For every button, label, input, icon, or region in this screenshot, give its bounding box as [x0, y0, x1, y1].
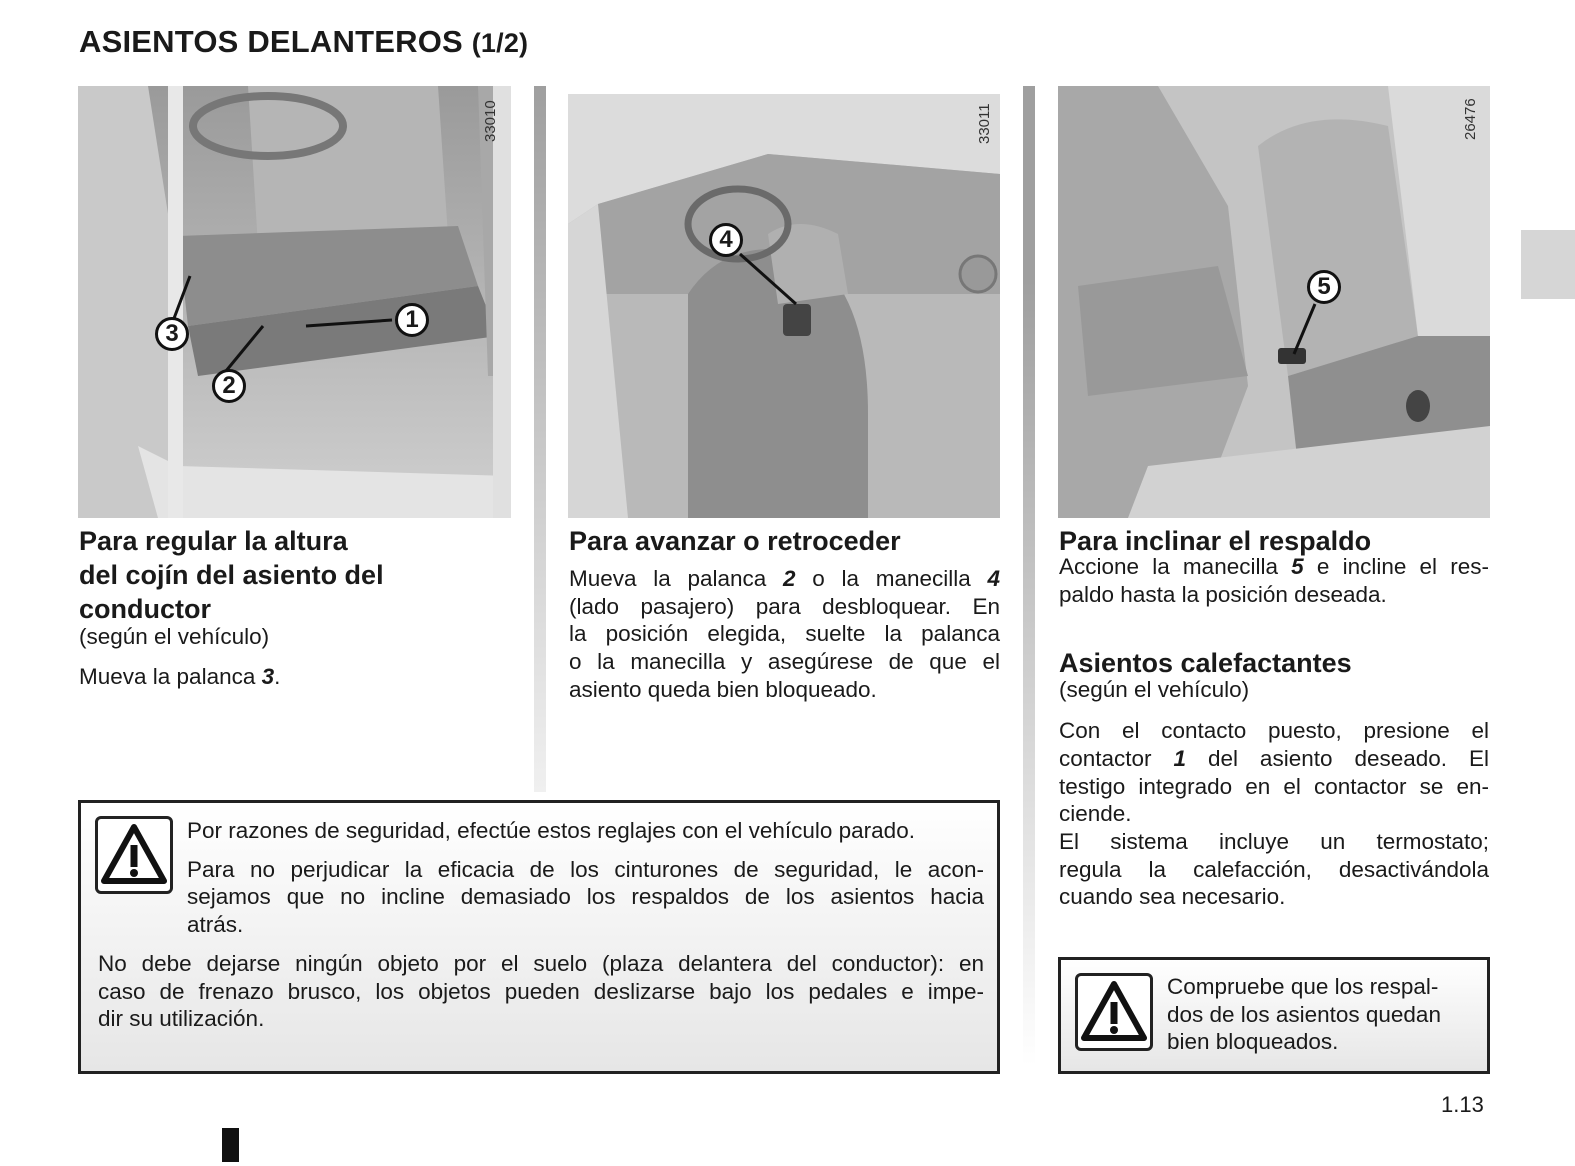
safety-warning-box: [78, 800, 1000, 1074]
warning-triangle-icon: [95, 816, 173, 894]
column-3: [1059, 524, 1489, 911]
warning-text-3: No debe dejarse ningún objeto por el suelo (plaza delantera del conductor): en caso de frenazo brusco, los objetos pueden deslizarse bajo los pedales e impe- dir su utilización.: [98, 951, 984, 1032]
heading-seat-slide: Para avanzar o retroceder: [569, 526, 901, 556]
callout-5: 5: [1307, 270, 1341, 304]
instruction-heated-seats: Con el contacto puesto, presione el contactor 1 del asiento deseado. El testigo integrado en el contactor se en- ciende. El sistema incluye un termostato; regula la calefacción, desactivándola cuando sea necesario.: [1059, 718, 1489, 910]
figure-code: 33010: [482, 100, 499, 142]
figure-code: 33011: [976, 103, 993, 144]
instruction-seat-height: Mueva la palanca 3.: [79, 663, 281, 689]
heading-seat-height: Para regular la altura del cojín del asiento del conductor: [79, 526, 384, 624]
callout-3: 3: [155, 317, 189, 351]
figure-backrest: [1058, 86, 1490, 518]
backrest-warning-box: [1058, 957, 1490, 1074]
page-number: 1.13: [1441, 1092, 1484, 1117]
column-1: [79, 524, 509, 690]
column-divider: [534, 86, 546, 792]
figure-code: 26476: [1462, 98, 1479, 140]
warning-triangle-icon: [1075, 973, 1153, 1051]
figure-seat-slide: [568, 94, 1000, 518]
note-vehicle: (según el vehículo): [1059, 677, 1250, 703]
callout-4: 4: [709, 223, 743, 257]
warning-text-1: Por razones de seguridad, efectúe estos reglajes con el vehículo parado.: [187, 818, 915, 843]
footer-mark: [222, 1128, 239, 1162]
heading-heated-seats: Asientos calefactantes: [1059, 648, 1352, 679]
callout-leaders: [1058, 86, 1490, 518]
instruction-seat-slide: Mueva la palanca 2 o la manecilla 4 (lado pasajero) para desbloquear. En la posición elegida, suelte la palanca o la manecilla y asegúrese de que el asiento queda bien bloqueado.: [569, 566, 1000, 702]
note-vehicle: (según el vehículo): [79, 624, 270, 649]
page-title: ASIENTOS DELANTEROS (1/2): [79, 24, 529, 59]
heading-backrest: Para inclinar el respaldo: [1059, 526, 1372, 556]
backrest-warning-text: Compruebe que los respal- dos de los asientos quedan bien bloqueados.: [1167, 974, 1441, 1055]
section-tab: [1521, 230, 1575, 299]
callout-1: 1: [395, 303, 429, 337]
column-2: [569, 524, 1000, 704]
callout-leaders: [568, 94, 1000, 518]
instruction-backrest: Accione la manecilla 5 e incline el res- paldo hasta la posición deseada.: [1059, 554, 1489, 607]
callout-2: 2: [212, 369, 246, 403]
callout-leaders: [78, 86, 511, 518]
column-divider: [1023, 86, 1035, 1066]
page-title-part: (1/2): [471, 28, 529, 58]
figure-seat-height: [78, 86, 511, 518]
warning-text-2: Para no perjudicar la eficacia de los cinturones de seguridad, le acon- sejamos que no incline demasiado los respaldos de los asientos hacia atrás.: [187, 856, 984, 938]
